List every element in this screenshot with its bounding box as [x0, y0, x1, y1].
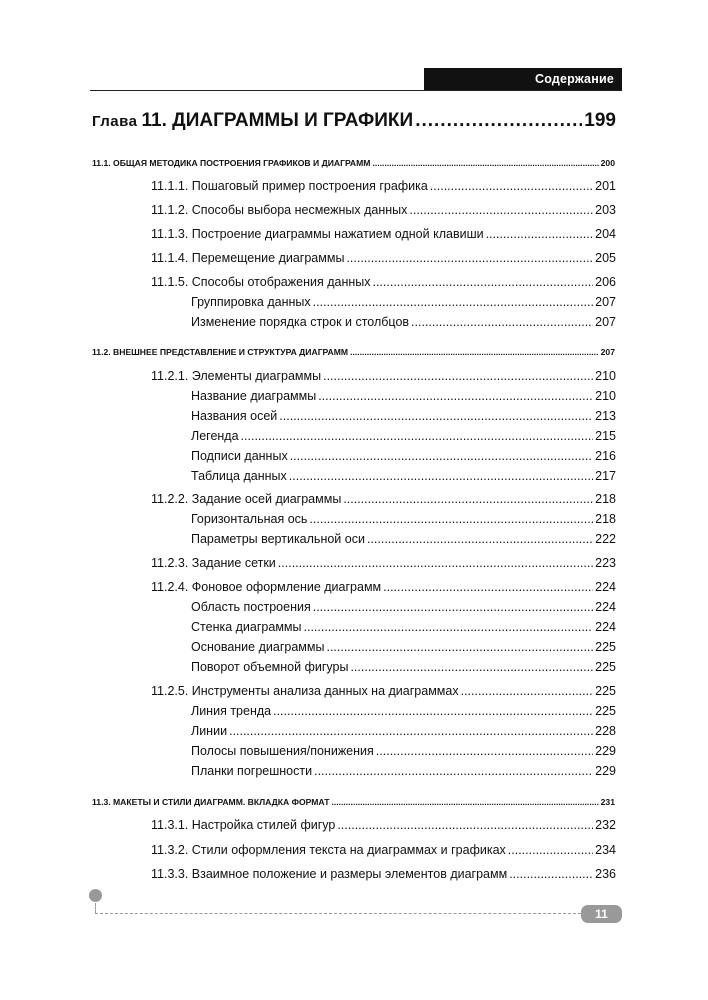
toc-subsection[interactable]: 11.1.2. Способы выбора несмежных данных ..... 203: [151, 203, 616, 217]
chapter-page: 199: [584, 110, 616, 131]
toc-subsection[interactable]: 11.2.1. Элементы диаграммы ..... 210: [151, 369, 616, 383]
section-header-tab: Содержание: [424, 68, 622, 90]
toc-subsection[interactable]: 11.2.3. Задание сетки ..... 223: [151, 556, 616, 570]
chapter-heading[interactable]: [92, 110, 616, 132]
toc-item[interactable]: Легенда ..... 215: [191, 429, 616, 443]
toc-item[interactable]: Название диаграммы ..... 210: [191, 389, 616, 403]
toc-item[interactable]: Основание диаграммы ..... 225: [191, 640, 616, 654]
toc-item[interactable]: Горизонтальная ось ..... 218: [191, 512, 616, 526]
toc-subsection[interactable]: 11.3.1. Настройка стилей фигур ..... 232: [151, 818, 616, 832]
toc-item[interactable]: Названия осей ..... 213: [191, 409, 616, 423]
toc-subsection[interactable]: 11.2.4. Фоновое оформление диаграмм ..... 224: [151, 580, 616, 594]
footer-dot: [89, 889, 102, 902]
footer-vertical-rule: [95, 903, 96, 913]
toc-subsection[interactable]: 11.2.5. Инструменты анализа данных на диаграммах ..... 225: [151, 684, 616, 698]
toc-section[interactable]: 11.1. ОБЩАЯ МЕТОДИКА ПОСТРОЕНИЯ ГРАФИКОВ И ДИАГРАММ ..... 200: [92, 158, 615, 168]
chapter-number: 11.: [141, 110, 167, 131]
toc-item[interactable]: Линии ..... 228: [191, 724, 616, 738]
footer-dashed-rule: [95, 913, 581, 914]
toc-subsection[interactable]: 11.1.1. Пошаговый пример построения графика ..... 201: [151, 179, 616, 193]
toc-subsection[interactable]: 11.1.5. Способы отображения данных ..... 206: [151, 275, 616, 289]
chapter-word: Глава: [92, 113, 138, 130]
page-number-badge: 11: [581, 905, 622, 923]
toc-subsection[interactable]: 11.1.4. Перемещение диаграммы ..... 205: [151, 251, 616, 265]
toc-item[interactable]: Планки погрешности ..... 229: [191, 764, 616, 778]
toc-item[interactable]: Линия тренда ..... 225: [191, 704, 616, 718]
chapter-title: ДИАГРАММЫ И ГРАФИКИ: [172, 110, 414, 131]
toc-item[interactable]: Область построения ..... 224: [191, 600, 616, 614]
toc-subsection[interactable]: 11.3.2. Стили оформления текста на диаграммах и графиках ..... 234: [151, 843, 616, 857]
toc-subsection[interactable]: 11.2.2. Задание осей диаграммы ..... 218: [151, 492, 616, 506]
toc-subsection[interactable]: 11.1.3. Построение диаграммы нажатием одной клавиши ..... 204: [151, 227, 616, 241]
toc-item[interactable]: Стенка диаграммы ..... 224: [191, 620, 616, 634]
toc-item[interactable]: Параметры вертикальной оси ..... 222: [191, 532, 616, 546]
toc-item[interactable]: Полосы повышения/понижения ..... 229: [191, 744, 616, 758]
chapter-leader: [415, 110, 582, 132]
toc-item[interactable]: Поворот объемной фигуры ..... 225: [191, 660, 616, 674]
toc-item[interactable]: Группировка данных ..... 207: [191, 295, 616, 309]
toc-item[interactable]: Подписи данных ..... 216: [191, 449, 616, 463]
toc-section[interactable]: 11.2. ВНЕШНЕЕ ПРЕДСТАВЛЕНИЕ И СТРУКТУРА ДИАГРАММ ..... 207: [92, 347, 615, 357]
toc-subsection[interactable]: 11.3.3. Взаимное положение и размеры элементов диаграмм ..... 236: [151, 867, 616, 881]
toc-item[interactable]: Таблица данных ..... 217: [191, 469, 616, 483]
toc-section[interactable]: 11.3. МАКЕТЫ И СТИЛИ ДИАГРАММ. ВКЛАДКА ФОРМАТ ..... 231: [92, 797, 615, 807]
toc-item[interactable]: Изменение порядка строк и столбцов ..... 207: [191, 315, 616, 329]
